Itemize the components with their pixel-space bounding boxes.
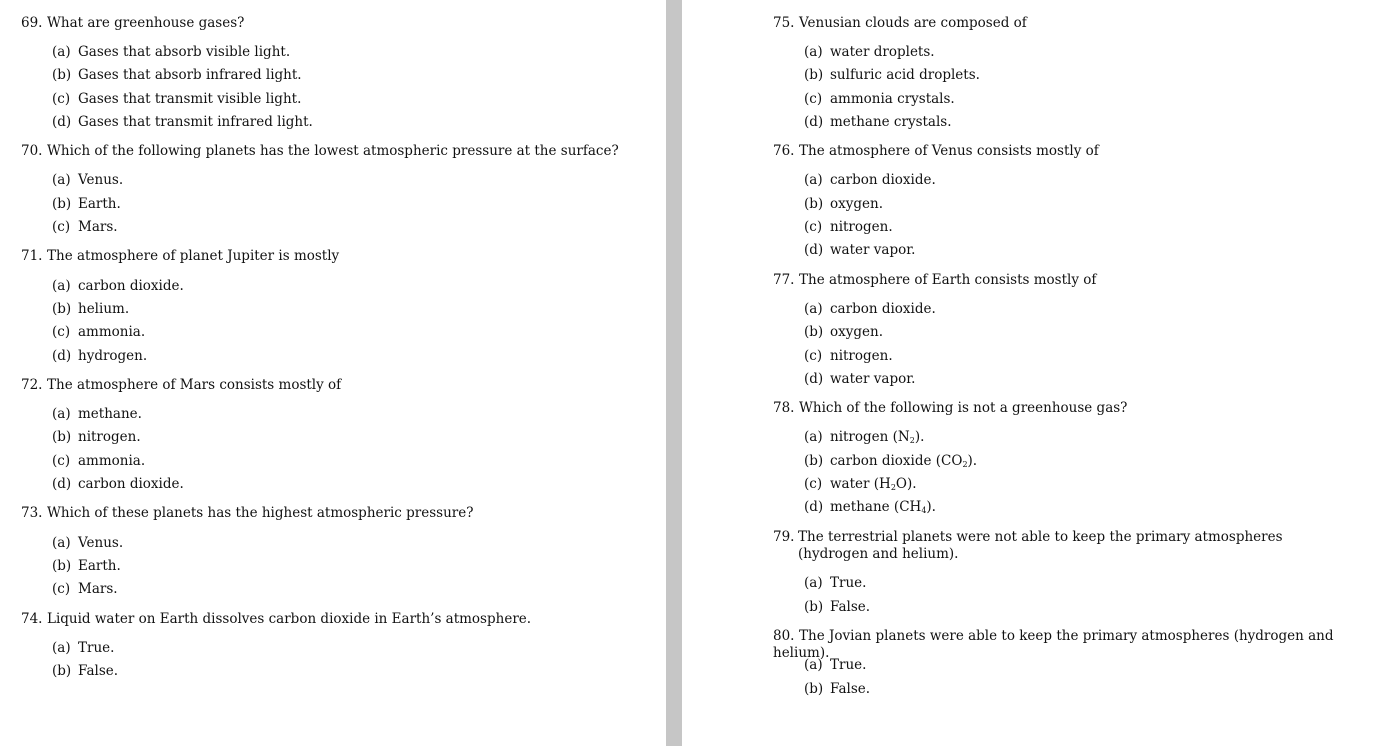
subscript: 4 [921, 506, 927, 515]
question-number: 72. [21, 377, 43, 393]
option-75-c [804, 91, 955, 108]
question-number: 75. [773, 15, 795, 31]
question-72 [21, 377, 341, 394]
option-72-c [52, 453, 145, 470]
option-text: False. [830, 599, 871, 615]
option-text: water vapor. [830, 371, 916, 387]
question-73 [21, 505, 473, 522]
option-letter: (a) [52, 44, 71, 60]
option-text: sulfuric acid droplets. [830, 67, 980, 83]
option-letter: (d) [52, 114, 72, 130]
option-letter: (b) [52, 429, 72, 445]
option-letter: (b) [52, 663, 72, 679]
option-79-b [804, 599, 870, 616]
option-78-b [804, 453, 977, 470]
question-number: 80. [773, 628, 795, 644]
option-77-c [804, 348, 893, 365]
option-letter: (c) [804, 348, 823, 364]
option-70-c [52, 219, 118, 236]
option-71-a [52, 278, 184, 295]
option-text: Gases that transmit infrared light. [78, 114, 313, 130]
question-number: 70. [21, 143, 43, 159]
question-text: The atmosphere of Mars consists mostly of [47, 377, 342, 393]
option-letter: (a) [52, 172, 71, 188]
question-text: Which of these planets has the highest atmospheric pressure? [47, 505, 474, 521]
option-letter: (c) [804, 91, 823, 107]
option-72-a [52, 406, 142, 423]
option-text: Earth. [78, 558, 121, 574]
option-78-c [804, 476, 917, 493]
option-77-d [804, 371, 915, 388]
option-text: methane (CH [830, 499, 922, 515]
option-74-a [52, 640, 114, 657]
option-letter: (d) [52, 348, 72, 364]
option-text: Gases that absorb visible light. [78, 44, 291, 60]
option-text: carbon dioxide. [830, 301, 936, 317]
option-text: ammonia. [78, 324, 146, 340]
option-69-b [52, 67, 302, 84]
option-text: nitrogen. [830, 348, 893, 364]
option-74-b [52, 663, 118, 680]
option-71-b [52, 301, 129, 318]
option-text: oxygen. [830, 324, 883, 340]
option-letter: (a) [52, 640, 71, 656]
question-number: 77. [773, 272, 795, 288]
option-letter: (b) [52, 67, 72, 83]
option-letter: (b) [804, 67, 824, 83]
option-letter: (d) [804, 114, 824, 130]
option-letter: (a) [804, 172, 823, 188]
option-text: hydrogen. [78, 348, 148, 364]
option-69-d [52, 114, 313, 131]
option-letter: (c) [52, 324, 71, 340]
question-79 [773, 529, 1318, 563]
option-letter: (a) [52, 278, 71, 294]
option-76-a [804, 172, 936, 189]
question-text: The atmosphere of Earth consists mostly of [799, 272, 1097, 288]
option-text: ammonia crystals. [830, 91, 955, 107]
option-text: True. [830, 575, 867, 591]
option-letter: (a) [804, 657, 823, 673]
option-77-a [804, 301, 936, 318]
question-74 [21, 611, 531, 628]
question-78 [773, 400, 1127, 417]
option-78-a [804, 429, 924, 446]
option-text: Venus. [78, 535, 124, 551]
option-73-b [52, 558, 121, 575]
option-letter: (a) [52, 535, 71, 551]
option-letter: (b) [52, 196, 72, 212]
option-text: water vapor. [830, 242, 916, 258]
option-80-a [804, 657, 866, 674]
option-80-b [804, 681, 870, 698]
question-70 [21, 143, 619, 160]
option-text: False. [78, 663, 119, 679]
question-number: 73. [21, 505, 43, 521]
option-76-d [804, 242, 915, 259]
right-page [682, 0, 1377, 746]
question-75 [773, 15, 1027, 32]
option-letter: (a) [804, 44, 823, 60]
question-number: 74. [21, 611, 43, 627]
option-letter: (a) [52, 406, 71, 422]
subscript: 2 [962, 460, 968, 469]
option-text: helium. [78, 301, 130, 317]
option-72-d [52, 476, 184, 493]
subscript: 2 [890, 483, 896, 492]
option-letter: (b) [52, 558, 72, 574]
question-number: 71. [21, 248, 43, 264]
option-text: Mars. [78, 219, 118, 235]
option-69-c [52, 91, 301, 108]
option-72-b [52, 429, 141, 446]
question-text: What are greenhouse gases? [47, 15, 245, 31]
question-text: Liquid water on Earth dissolves carbon dioxide in Earth’s atmosphere. [47, 611, 532, 627]
option-text-end: ). [914, 429, 925, 445]
option-text: nitrogen (N [830, 429, 910, 445]
option-letter: (c) [52, 453, 71, 469]
option-letter: (b) [804, 599, 824, 615]
option-text: True. [830, 657, 867, 673]
option-letter: (c) [52, 91, 71, 107]
option-71-c [52, 324, 145, 341]
option-69-a [52, 44, 290, 61]
question-text: Which of the following planets has the lowest atmospheric pressure at the surface? [47, 143, 619, 159]
option-71-d [52, 348, 147, 365]
option-text: oxygen. [830, 196, 883, 212]
option-text: water (H [830, 476, 891, 492]
option-text: water droplets. [830, 44, 935, 60]
option-77-b [804, 324, 883, 341]
option-75-b [804, 67, 980, 84]
option-text: carbon dioxide. [78, 476, 184, 492]
option-76-b [804, 196, 883, 213]
option-letter: (a) [804, 301, 823, 317]
question-text: The atmosphere of Venus consists mostly of [799, 143, 1099, 159]
option-letter: (b) [804, 681, 824, 697]
option-70-a [52, 172, 123, 189]
option-letter: (d) [804, 371, 824, 387]
option-text: True. [78, 640, 115, 656]
question-number: 79. [773, 529, 795, 545]
option-letter: (d) [52, 476, 72, 492]
question-76 [773, 143, 1099, 160]
option-75-a [804, 44, 935, 61]
option-76-c [804, 219, 893, 236]
option-letter: (c) [804, 219, 823, 235]
option-letter: (c) [52, 581, 71, 597]
option-letter: (a) [804, 575, 823, 591]
option-text-end: ). [926, 499, 936, 515]
option-letter: (c) [52, 219, 71, 235]
question-text: The Jovian planets were able to keep the primary atmospheres (hydrogen and helium). [773, 628, 1334, 661]
option-letter: (d) [804, 242, 824, 258]
option-text: Venus. [78, 172, 124, 188]
option-letter: (b) [804, 324, 824, 340]
option-70-b [52, 196, 121, 213]
option-text: nitrogen. [830, 219, 893, 235]
left-page [0, 0, 666, 746]
option-79-a [804, 575, 866, 592]
option-text-end: O). [895, 476, 917, 492]
option-letter: (c) [804, 476, 823, 492]
option-75-d [804, 114, 952, 131]
question-69 [21, 15, 244, 32]
option-text: Earth. [78, 196, 121, 212]
option-text: False. [830, 681, 871, 697]
question-text: The atmosphere of planet Jupiter is mostly [47, 248, 340, 264]
option-text: methane crystals. [830, 114, 952, 130]
option-text: Gases that transmit visible light. [78, 91, 302, 107]
option-text: Mars. [78, 581, 118, 597]
option-letter: (a) [804, 429, 823, 445]
question-text: The terrestrial planets were not able to keep the primary atmospheres (hydrogen and helium). [798, 529, 1283, 562]
question-number: 78. [773, 400, 795, 416]
question-71 [21, 248, 339, 265]
subscript: 2 [909, 436, 915, 445]
option-78-d [804, 499, 936, 516]
option-text-end: ). [967, 453, 978, 469]
option-text: ammonia. [78, 453, 146, 469]
question-number: 76. [773, 143, 795, 159]
question-text: Which of the following is not a greenhouse gas? [799, 400, 1128, 416]
option-letter: (b) [804, 453, 824, 469]
option-letter: (b) [52, 301, 72, 317]
option-text: Gases that absorb infrared light. [78, 67, 302, 83]
page-gutter [666, 0, 682, 746]
option-text: methane. [78, 406, 142, 422]
option-text: carbon dioxide. [830, 172, 936, 188]
option-text: nitrogen. [78, 429, 141, 445]
option-letter: (d) [804, 499, 824, 515]
option-73-c [52, 581, 118, 598]
option-text: carbon dioxide. [78, 278, 184, 294]
option-text: carbon dioxide (CO [830, 453, 963, 469]
question-77 [773, 272, 1096, 289]
question-number: 69. [21, 15, 43, 31]
question-text: Venusian clouds are composed of [799, 15, 1027, 31]
option-letter: (b) [804, 196, 824, 212]
option-73-a [52, 535, 123, 552]
